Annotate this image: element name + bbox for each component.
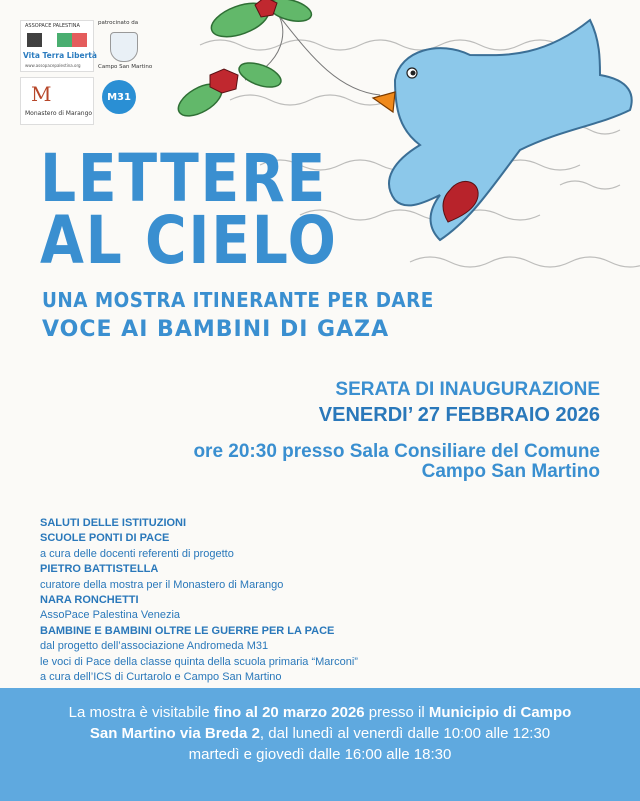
program-item: BAMBINE E BAMBINI OLTRE LE GUERRE PER LA PACE <box>40 624 335 637</box>
patronage-label: patrocinato da <box>98 20 139 26</box>
program-item: SCUOLE PONTI DI PACE <box>40 532 170 545</box>
footer-hours-weekdays: , dal lunedì al venerdì dalle 10:00 alle 12:30 <box>259 725 551 742</box>
monastero-logo[interactable] <box>20 77 94 125</box>
footer-text-part: La mostra è visitabile <box>68 704 214 721</box>
program-item: le voci di Pace della classe quinta della scuola primaria “Marconi” <box>40 655 358 668</box>
footer-line-1 <box>0 702 640 723</box>
subtitle-line-1: UNA MOSTRA ITINERANTE PER DARE <box>42 288 434 312</box>
bird-drawing <box>373 20 632 240</box>
flag-icon <box>27 33 87 47</box>
monastero-name: Monastero di Marango <box>25 110 93 117</box>
patronage-block <box>98 20 158 70</box>
program-item: PIETRO BATTISTELLA <box>40 563 159 576</box>
footer-venue: Municipio di Campo <box>428 704 572 721</box>
program-item: NARA RONCHETTI <box>40 594 139 607</box>
assopace-name: Vita Terra Libertà <box>23 51 97 60</box>
flower-left <box>173 58 284 122</box>
event-date: VENERDI’ 27 FEBBRAIO 2026 <box>318 404 600 426</box>
assopace-top-text: ASSOPACE PALESTINA <box>25 23 80 29</box>
footer-banner <box>0 688 640 801</box>
municipal-crest-icon <box>110 32 138 62</box>
footer-line-3: martedì e giovedì dalle 16:00 alle 18:30 <box>188 746 452 763</box>
page-title <box>40 140 338 279</box>
event-label: SERATA DI INAUGURAZIONE <box>335 379 600 400</box>
program-item: AssoPace Palestina Venezia <box>40 609 181 622</box>
assopace-logo[interactable] <box>20 20 97 72</box>
program-item: a cura delle docenti referenti di progetto <box>40 547 234 560</box>
footer-end-date: fino al 20 marzo 2026 <box>213 704 365 721</box>
program-item: dal progetto dell’associazione Andromeda M31 <box>40 640 269 653</box>
title-line-1: LETTERE <box>40 140 327 217</box>
monastero-mark-icon: M <box>31 82 52 106</box>
program-item: curatore della mostra per il Monastero di Marango <box>40 578 284 591</box>
flower-top <box>207 0 314 43</box>
m31-label: M31 <box>107 91 131 103</box>
program-item: SALUTI DELLE ISTITUZIONI <box>40 517 187 529</box>
event-place-line-2: Campo San Martino <box>421 461 600 482</box>
assopace-url: www.assopacepalestina.org <box>25 63 81 68</box>
subtitle-line-2: VOCE AI BAMBINI DI GAZA <box>42 317 390 342</box>
program-list <box>40 516 600 685</box>
municipality-name: Campo San Martino <box>98 64 153 70</box>
footer-line-2 <box>0 723 640 744</box>
program-item: a cura dell’ICS di Curtarolo e Campo San Martino <box>40 671 282 684</box>
event-place-line-1: ore 20:30 presso Sala Consiliare del Comune <box>193 441 600 462</box>
footer-address: San Martino via Breda 2 <box>89 725 260 742</box>
title-line-2: AL CIELO <box>40 202 338 279</box>
footer-text <box>0 702 640 765</box>
footer-text-part: presso il <box>364 704 429 721</box>
m31-logo[interactable] <box>102 80 136 114</box>
